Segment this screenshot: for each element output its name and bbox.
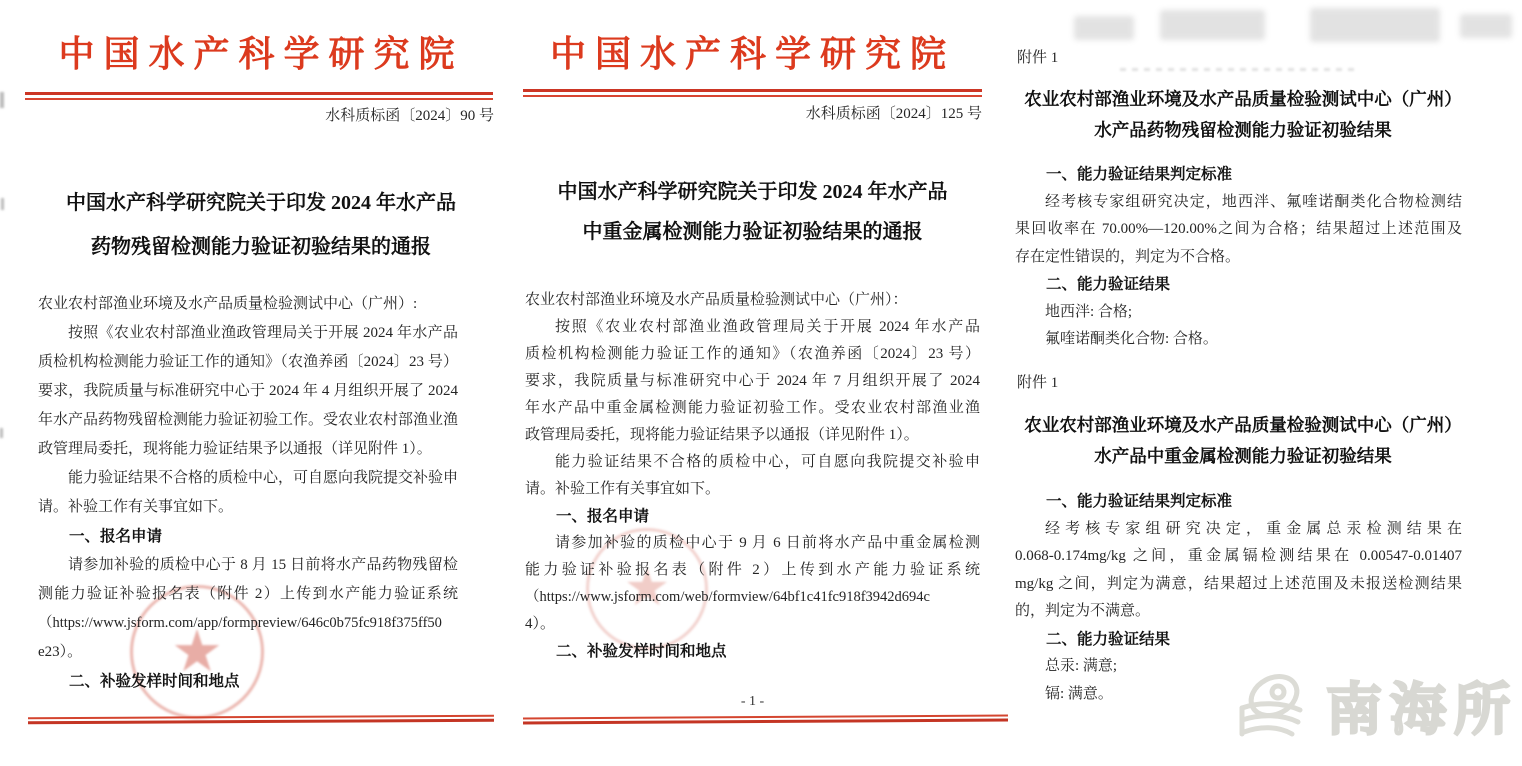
scan-edge-artifact xyxy=(1,198,4,210)
result-line: 总汞: 满意; xyxy=(1045,658,1118,674)
bleedthrough-artifact xyxy=(1460,14,1512,38)
body-line: 年水产品药物残留检测能力验证初验工作。受农业农村部渔业渔 xyxy=(38,412,459,428)
attachment1-title-line2: 水产品药物残留检测能力验证初验结果 xyxy=(1094,120,1392,140)
body-line: 按照《农业农村部渔业渔政管理局关于开展 2024 年水产品 xyxy=(68,325,458,341)
seal-star-icon: ★ xyxy=(623,560,671,617)
attachment1-label: 附件 1 xyxy=(1017,50,1059,66)
section-heading: 一、能力验证结果判定标准 xyxy=(1046,493,1233,510)
body-text-page1 xyxy=(38,290,458,696)
body-line: 政管理局委托，现将能力验证结果予以通报（详见附件 1）。 xyxy=(525,427,919,443)
seal-star-icon: ★ xyxy=(171,619,223,684)
attachment2-title-line1: 农业农村部渔业环境及水产品质量检验测试中心（广州） xyxy=(1024,415,1462,435)
footer-rule-page2 xyxy=(523,715,1008,725)
document-page-2 xyxy=(523,0,982,766)
body-line: 0.068-0.174mg/kg 之间，重金属镉检测结果在 0.00547-0.01407 xyxy=(1015,548,1462,564)
result-line: 氟喹诺酮类化合物: 合格。 xyxy=(1045,331,1218,347)
section-heading: 一、能力验证结果判定标准 xyxy=(1046,166,1233,183)
attachment1-title-line1: 农业农村部渔业环境及水产品质量检验测试中心（广州） xyxy=(1024,89,1462,109)
body-line: 按照《农业农村部渔业渔政管理局关于开展 2024 年水产品 xyxy=(555,319,980,335)
bleedthrough-artifact xyxy=(1310,8,1440,42)
attachment1-body xyxy=(1015,161,1462,354)
bleedthrough-artifact xyxy=(1160,10,1265,40)
body-line: 果回收率在 70.00%—120.00%之间为合格；结果超过上述范围及 xyxy=(1015,221,1462,237)
doc-title-line2: 中重金属检测能力验证初验结果的通报 xyxy=(582,221,923,243)
doc-number-page1: 水科质标函〔2024〕90 号 xyxy=(325,108,494,124)
document-page-3 xyxy=(1012,0,1522,766)
body-line: 质检机构检测能力验证工作的通知》（农渔养函〔2024〕23 号） xyxy=(525,346,980,362)
body-line: 政管理局委托，现将能力验证结果予以通报（详见附件 1）。 xyxy=(38,441,432,457)
bleedthrough-artifact xyxy=(1074,16,1134,40)
doc-title-line2: 药物残留检测能力验证初验结果的通报 xyxy=(91,236,431,258)
url-text-line: （https://www.jsform.com/app/formpreview/646c0b75fc918f375ff50 xyxy=(38,615,442,631)
body-line: 经考核专家组研究决定，地西泮、氟喹诺酮类化合物检测结 xyxy=(1045,193,1462,210)
url-text-line: （https://www.jsform.com/web/formview/64bf1c41fc918f3942d694c xyxy=(525,589,930,605)
section-heading: 二、能力验证结果 xyxy=(1046,630,1171,648)
header-rule-page2 xyxy=(523,89,982,97)
body-line: mg/kg 之间，判定为满意，结果超过上述范围及未报送检测结果 xyxy=(1015,575,1462,592)
body-line: 要求，我院质量与标准研究中心于 2024 年 7 月组织开展了 2024 xyxy=(525,373,980,389)
body-line: 经考核专家组研究决定，重金属总汞检测结果在 xyxy=(1045,520,1462,537)
attachment2-label: 附件 1 xyxy=(1017,375,1059,391)
attachment1-title xyxy=(1012,84,1474,146)
section-heading: 一、报名申请 xyxy=(69,528,163,545)
body-line: 请。补验工作有关事宜如下。 xyxy=(525,481,721,497)
body-line: 质检机构检测能力验证工作的通知》（农渔养函〔2024〕23 号） xyxy=(38,354,458,370)
document-page-1 xyxy=(28,0,494,766)
doc-title-page2 xyxy=(523,172,982,252)
body-line: 要求，我院质量与标准研究中心于 2024 年 4 月组织开展了 2024 xyxy=(38,383,458,399)
letterhead-page1: 中国水产科学研究院 xyxy=(58,34,464,74)
section-heading: 二、补验发样时间和地点 xyxy=(556,643,727,660)
page-number: - 1 - xyxy=(740,694,765,709)
body-line: 农业农村部渔业环境及水产品质量检验测试中心（广州）： xyxy=(525,292,908,308)
attachment2-title xyxy=(1012,410,1474,472)
section-heading: 一、报名申请 xyxy=(556,508,650,525)
section-heading: 二、能力验证结果 xyxy=(1046,276,1171,293)
body-line: e23）。 xyxy=(38,644,83,660)
body-line: 的，判定为不满意。 xyxy=(1015,603,1151,619)
watermark-text: 南海所 xyxy=(1326,678,1518,741)
body-line: 测能力验证补验报名表（附件 2）上传到水产能力验证系统 xyxy=(38,586,458,602)
header-rule-page1 xyxy=(25,92,493,100)
nanhai-watermark xyxy=(1228,662,1518,750)
result-line: 地西泮: 合格; xyxy=(1045,303,1133,320)
section-heading: 二、补验发样时间和地点 xyxy=(69,673,240,690)
body-line: 能力验证结果不合格的质检中心，可自愿向我院提交补验申 xyxy=(68,470,459,486)
scan-edge-artifact xyxy=(0,428,3,438)
body-line: 请参加补验的质检中心于 9 月 6 日前将水产品中重金属检测 xyxy=(555,535,980,551)
doc-title-page1 xyxy=(28,181,494,269)
attachment2-title-line2: 水产品中重金属检测能力验证初验结果 xyxy=(1094,446,1392,466)
body-line: 请参加补验的质检中心于 8 月 15 日前将水产品药物残留检 xyxy=(68,557,458,573)
letterhead-page2: 中国水产科学研究院 xyxy=(549,34,955,74)
nanhai-fish-logo-icon xyxy=(1228,662,1316,750)
body-line: 年水产品中重金属检测能力验证初验工作。受农业农村部渔业渔 xyxy=(525,400,980,416)
result-line: 镉: 满意。 xyxy=(1045,685,1113,702)
body-line: 存在定性错误的，判定为不合格。 xyxy=(1015,248,1241,265)
body-line: 能力验证结果不合格的质检中心，可自愿向我院提交补验申 xyxy=(555,454,980,470)
doc-number-page2: 水科质标函〔2024〕125 号 xyxy=(805,106,982,122)
scan-edge-artifact xyxy=(0,92,4,108)
footer-rule-page1 xyxy=(28,715,494,724)
body-line: 请。补验工作有关事宜如下。 xyxy=(38,499,234,515)
bleedthrough-artifact xyxy=(1120,68,1360,71)
body-line: 农业农村部渔业环境及水产品质量检验测试中心（广州）: xyxy=(38,296,418,312)
body-line: 能力验证补验报名表（附件 2）上传到水产能力验证系统 xyxy=(525,562,980,578)
doc-title-line1: 中国水产科学研究院关于印发 2024 年水产品 xyxy=(557,181,948,203)
body-text-page2 xyxy=(525,287,980,665)
doc-title-line1: 中国水产科学研究院关于印发 2024 年水产品 xyxy=(66,192,456,214)
body-line: 4）。 xyxy=(525,616,556,632)
